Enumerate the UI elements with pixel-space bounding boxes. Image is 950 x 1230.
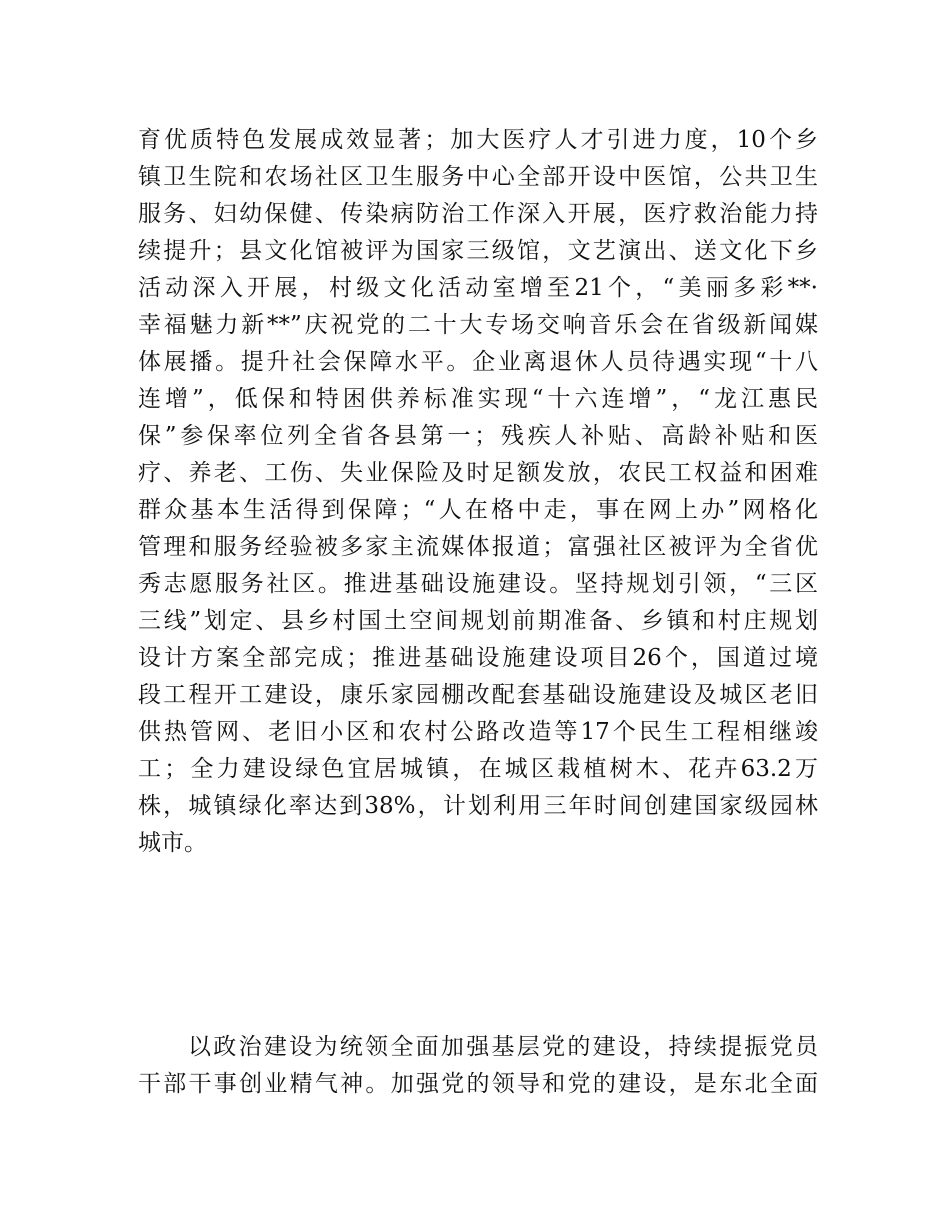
text-line: 活动深入开展，村级文化活动室增至21个，“美丽多彩**· (138, 275, 818, 301)
text-line: 管理和服务经验被多家主流媒体报道；富强社区被评为全省优 (138, 534, 818, 560)
text-line: 城市。 (138, 830, 207, 856)
text-line: 段工程开工建设，康乐家园棚改配套基础设施建设及城区老旧 (138, 682, 818, 708)
text-line: 干部干事创业精气神。加强党的领导和党的建设，是东北全面 (138, 1071, 818, 1097)
text-line: 幸福魅力新**”庆祝党的二十大专场交响音乐会在省级新闻媒 (138, 312, 818, 338)
text-line: 镇卫生院和农场社区卫生服务中心全部开设中医馆，公共卫生 (138, 164, 818, 190)
text-line: 秀志愿服务社区。推进基础设施建设。坚持规划引领，“三区 (138, 571, 818, 597)
text-line: 以政治建设为统领全面加强基层党的建设，持续提振党员 (188, 1034, 818, 1060)
text-line: 工；全力建设绿色宜居城镇，在城区栽植树木、花卉63.2万 (138, 756, 818, 782)
text-line: 服务、妇幼保健、传染病防治工作深入开展，医疗救治能力持 (138, 201, 818, 227)
text-line: 疗、养老、工伤、失业保险及时足额发放，农民工权益和困难 (138, 460, 818, 486)
paragraph-2 (138, 1029, 818, 1103)
text-line: 连增”，低保和特困供养标准实现“十六连增”，“龙江惠民 (138, 386, 818, 412)
text-line: 育优质特色发展成效显著；加大医疗人才引进力度，10个乡 (138, 127, 818, 153)
text-line: 续提升；县文化馆被评为国家三级馆，文艺演出、送文化下乡 (138, 238, 818, 264)
text-line: 保”参保率位列全省各县第一；残疾人补贴、高龄补贴和医 (138, 423, 818, 449)
text-line: 供热管网、老旧小区和农村公路改造等17个民生工程相继竣 (138, 719, 818, 745)
text-line: 株，城镇绿化率达到38%，计划利用三年时间创建国家级园林 (138, 793, 818, 819)
text-line: 三线”划定、县乡村国土空间规划前期准备、乡镇和村庄规划 (138, 608, 818, 634)
paragraph-1 (138, 122, 818, 862)
text-line: 体展播。提升社会保障水平。企业离退休人员待遇实现“十八 (138, 349, 818, 375)
text-line: 群众基本生活得到保障；“人在格中走，事在网上办”网格化 (138, 497, 818, 523)
text-line: 设计方案全部完成；推进基础设施建设项目26个，国道过境 (138, 645, 818, 671)
